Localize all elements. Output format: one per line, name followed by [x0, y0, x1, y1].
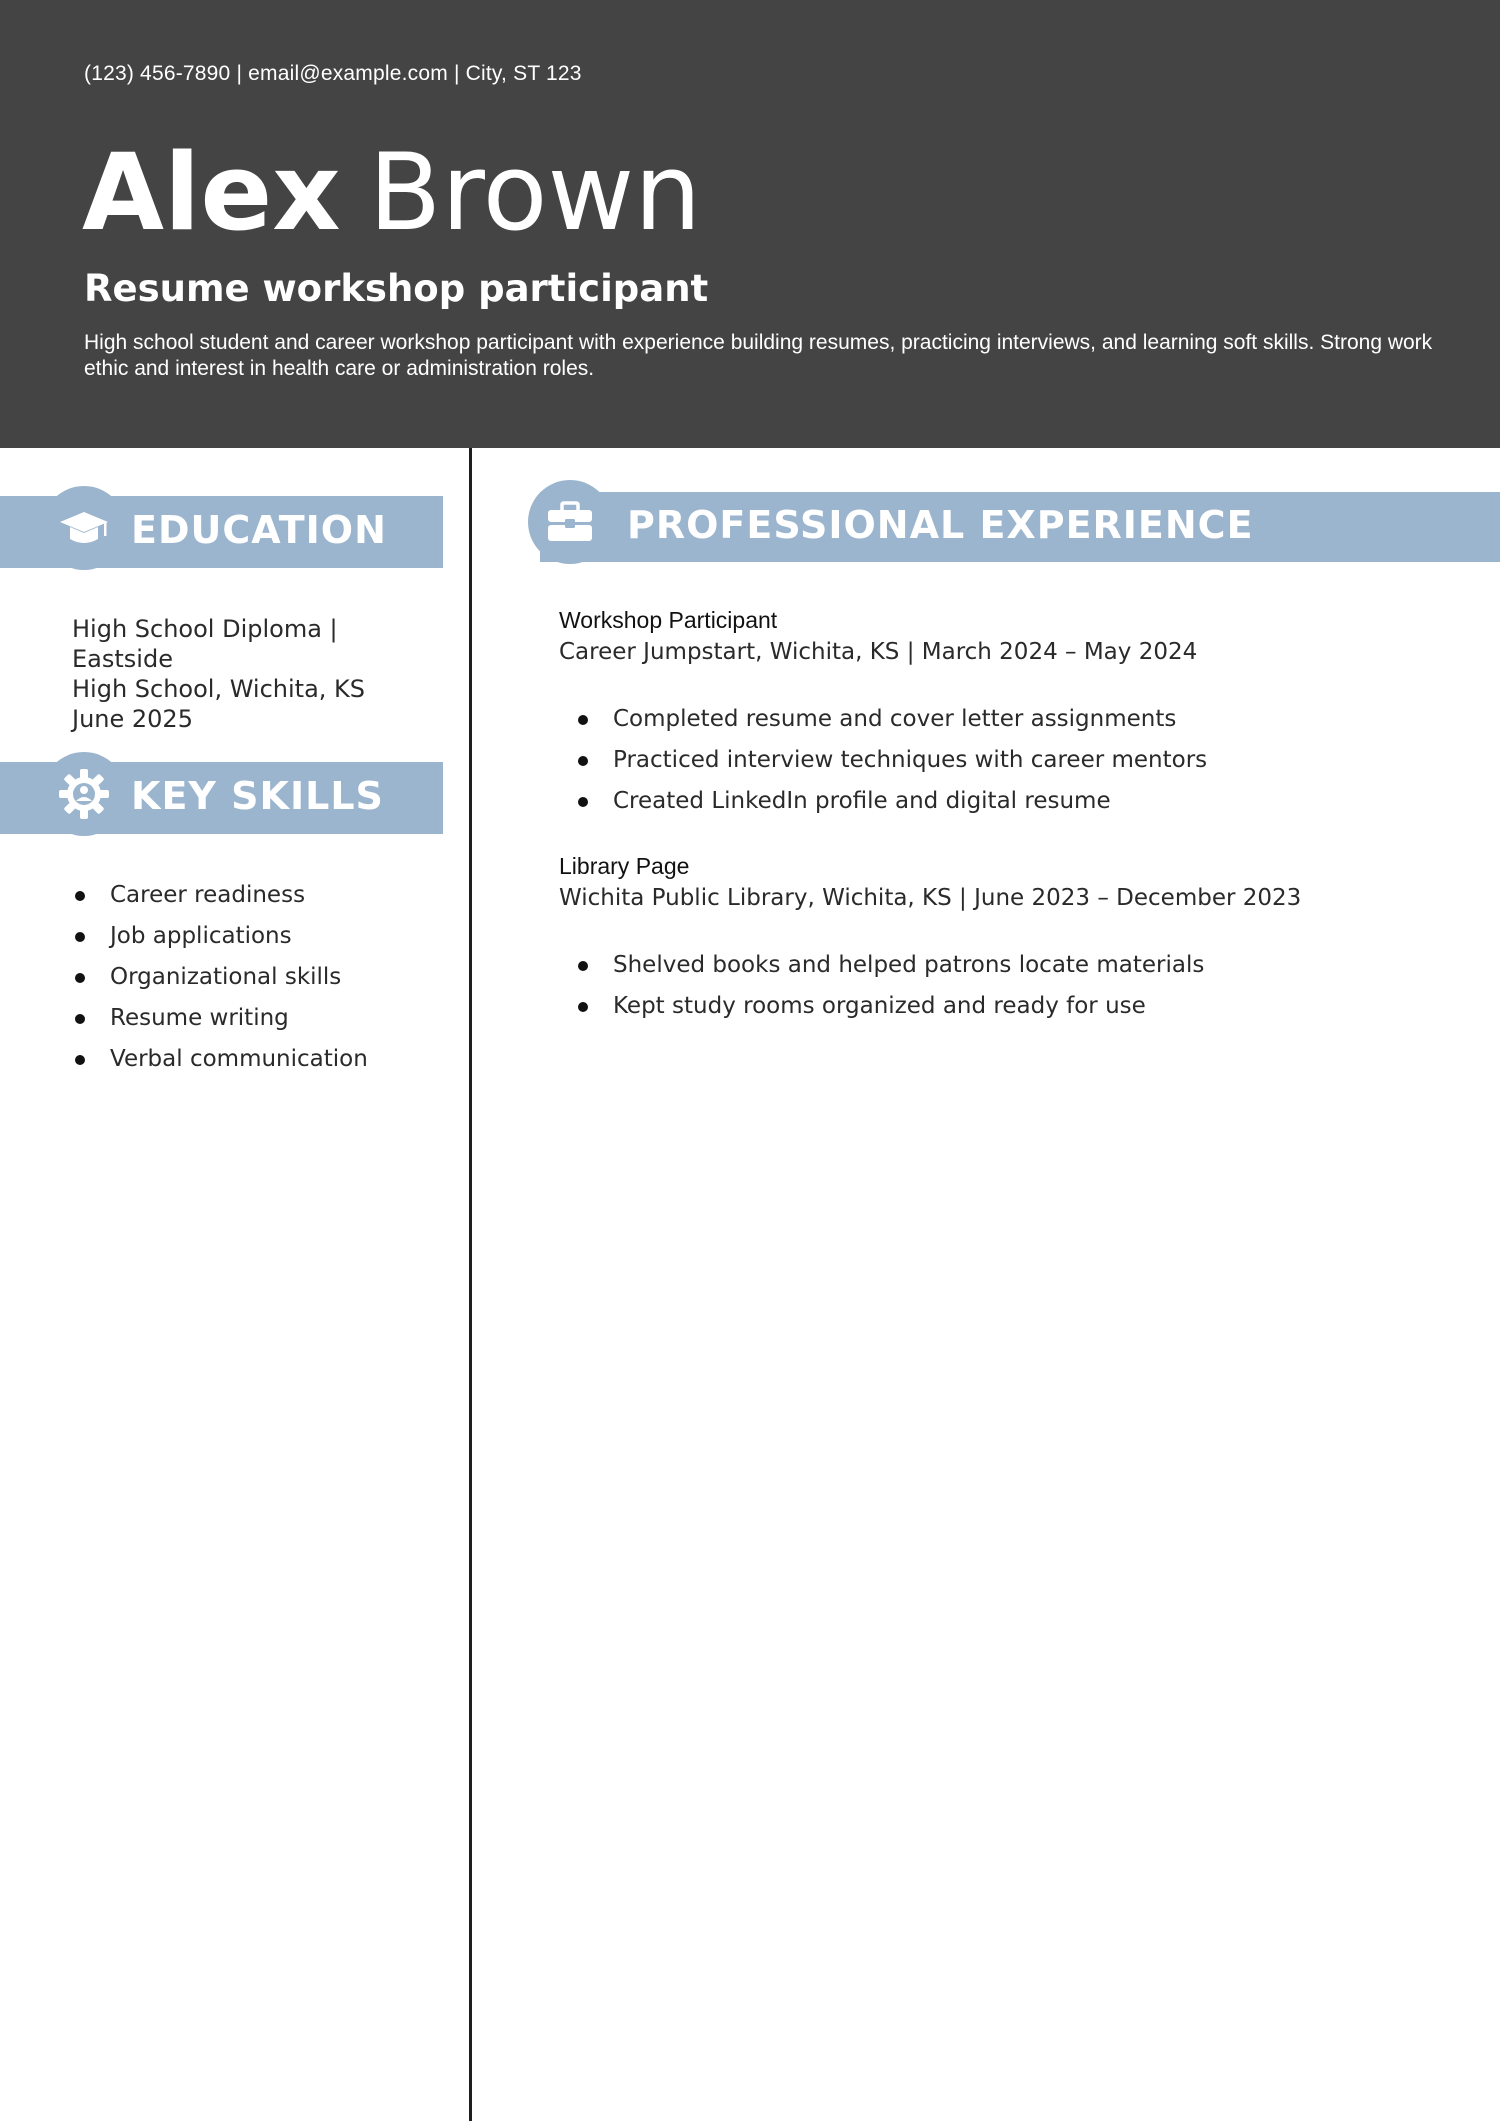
- job-meta: Career Jumpstart, Wichita, KS | March 2024 – May 2024: [559, 639, 1198, 665]
- skill-item: Job applications: [110, 921, 368, 962]
- skill-item: Organizational skills: [110, 962, 368, 1003]
- job-bullet: Shelved books and helped patrons locate materials: [613, 950, 1204, 991]
- job-title: Workshop Participant: [559, 607, 778, 633]
- skill-item: Career readiness: [110, 880, 368, 921]
- skills-title: KEY SKILLS: [131, 774, 384, 818]
- summary: High school student and career workshop participant with experience building resumes, practicing interviews, and learning soft skills. Strong work ethic and interest in health care or administration roles.: [84, 331, 1433, 380]
- graduation-cap-icon: [42, 486, 126, 570]
- candidate-name: [82, 128, 701, 258]
- job-bullet: Practiced interview techniques with career mentors: [613, 745, 1207, 786]
- education-title: EDUCATION: [131, 508, 387, 552]
- headline: Resume workshop participant: [84, 267, 709, 310]
- skill-item: Verbal communication: [110, 1044, 368, 1085]
- contact-line: (123) 456-7890 | email@example.com | City, ST 123: [84, 62, 582, 85]
- first-name: Alex: [82, 131, 341, 254]
- job-bullet: Kept study rooms organized and ready for use: [613, 991, 1204, 1032]
- education-line: High School Diploma | Eastside: [72, 615, 338, 673]
- resume-header: [0, 0, 1500, 448]
- education-line: High School, Wichita, KS: [72, 675, 366, 703]
- column-divider: [469, 448, 472, 2121]
- job-bullets: [613, 950, 1204, 1032]
- education-line: June 2025: [72, 705, 193, 733]
- job-meta: Wichita Public Library, Wichita, KS | June 2023 – December 2023: [559, 885, 1302, 911]
- job-bullet: Completed resume and cover letter assignments: [613, 704, 1207, 745]
- gear-icon: [42, 752, 126, 836]
- last-name: Brown: [368, 131, 702, 254]
- job-title: Library Page: [559, 853, 690, 879]
- job-bullet: Created LinkedIn profile and digital resume: [613, 786, 1207, 827]
- skill-item: Resume writing: [110, 1003, 368, 1044]
- education-entry: [72, 614, 432, 734]
- experience-title: PROFESSIONAL EXPERIENCE: [627, 503, 1254, 547]
- skills-list: [110, 880, 368, 1085]
- job-bullets: [613, 704, 1207, 827]
- toolbox-icon: [528, 480, 612, 564]
